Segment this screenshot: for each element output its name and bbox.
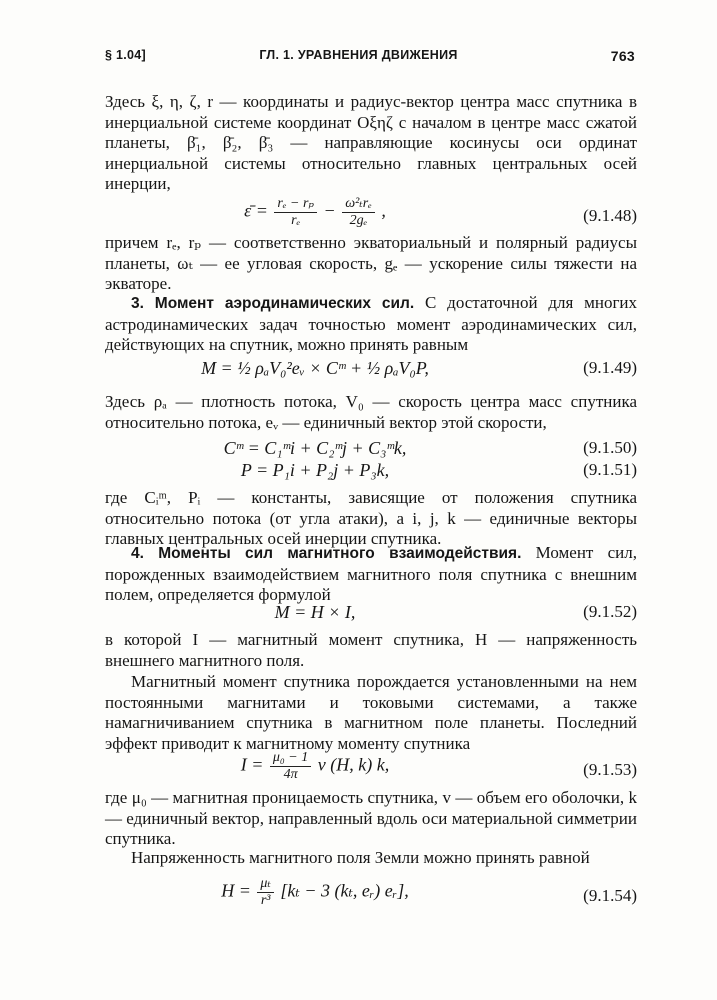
equation-tail: [kₜ − 3 (kₜ, eᵣ) eᵣ],	[280, 880, 409, 901]
equation-tail: v (H, k) k,	[317, 754, 390, 775]
equation-formula	[105, 750, 525, 783]
equation-number: (9.1.49)	[583, 358, 637, 377]
fraction-numerator: rₑ − rₚ	[274, 196, 317, 213]
page-number: 763	[610, 48, 635, 64]
section-3-heading: 3. Момент аэродинамических сил.	[131, 295, 415, 312]
equation-lhs: ε̄ =	[244, 200, 268, 221]
equation-number: (9.1.54)	[583, 886, 637, 905]
equation-formula: Cᵐ = C₁ᵐi + C₂ᵐj + C₃ᵐk,	[223, 438, 407, 458]
fraction	[270, 750, 311, 783]
paragraph-7: где μ₀ — магнитная проницаемость спутника, v — объем его оболочки, k — единичный вектор, направленный вдоль оси материальной симметрии спутника.	[105, 788, 637, 848]
equation-formula	[105, 196, 525, 229]
fraction	[274, 196, 317, 229]
equation-number: (9.1.50)	[583, 438, 637, 457]
paragraph-5: в которой I — магнитный момент спутника, H — напряженность внешнего магнитного поля.	[105, 630, 637, 670]
equation-formula: M = ½ ρₐV₀²eᵥ × Cᵐ + ½ ρₐV₀P,	[201, 358, 429, 378]
section-4-heading: 4. Моменты сил магнитного взаимодействия.	[131, 545, 522, 562]
paragraph-1: Здесь ξ, η, ζ, r — координаты и радиус-вектор центра масс спутника в инерциальной системе координат Oξηζ с началом в центре масс сжатой планеты, β̄₁, β̄₂, β̄₃ — направляющие косинусы оси ординат инерциальной системы относительно главных центральных осей инерции,	[105, 92, 637, 193]
equation-number: (9.1.53)	[583, 760, 637, 779]
equation-lhs: I =	[240, 754, 264, 775]
fraction-denominator: rₑ	[291, 213, 301, 228]
paragraph-6: Магнитный момент спутника порождается установленными на нем постоянными магнитами и токовыми системами, а также намагничиванием спутника в магнитном поле планеты. Последний эффект приводит к магнитному моменту спутника	[105, 672, 637, 753]
fraction	[342, 196, 375, 229]
equation-number: (9.1.52)	[583, 602, 637, 621]
equation-number: (9.1.51)	[583, 460, 637, 479]
header-chapter: ГЛ. 1. УРАВНЕНИЯ ДВИЖЕНИЯ	[259, 48, 458, 62]
equation-formula: M = H × I,	[274, 602, 356, 622]
fraction-denominator: 2gₑ	[349, 213, 368, 228]
fraction-numerator: μₜ	[257, 876, 273, 893]
equation-lhs: H =	[221, 880, 251, 901]
fraction-numerator: μ₀ − 1	[270, 750, 311, 767]
paragraph-3: Здесь ρₐ — плотность потока, V₀ — скорость центра масс спутника относительно потока, eᵥ — единичный вектор этой скорости,	[105, 392, 637, 432]
equation-formula	[105, 876, 525, 909]
paragraph-8: Напряженность магнитного поля Земли можно принять равной	[131, 848, 590, 867]
equation-formula: P = P₁i + P₂j + P₃k,	[240, 460, 390, 480]
equation-operator: −	[323, 200, 336, 221]
equation-tail: ,	[381, 200, 386, 221]
fraction	[257, 876, 273, 909]
paragraph-2: причем rₑ, rₚ — соответственно экваториальный и полярный радиусы планеты, ωₜ — ее угловая скорость, gₑ — ускорение силы тяжести на экваторе.	[105, 233, 637, 293]
section-3-text: С достаточной для многих астродинамических задач точностью момент аэродинамических сил, действующих на спутник, можно принять равным	[105, 293, 638, 354]
section-4-text: Момент сил, порожденных взаимодействием магнитного поля спутника с внешним полем, определяется формулой	[105, 543, 638, 604]
fraction-denominator: r³	[260, 893, 271, 908]
section-3	[105, 293, 637, 356]
section-4	[105, 543, 637, 606]
header-section: § 1.04]	[105, 48, 147, 62]
equation-number: (9.1.48)	[583, 206, 637, 225]
fraction-denominator: 4π	[283, 767, 298, 782]
fraction-numerator: ω²ₜrₑ	[342, 196, 375, 213]
paragraph-4: где Cᵢᵐ, Pᵢ — константы, зависящие от положения спутника относительно потока (от угла атаки), а i, j, k — единичные векторы главных центральных осей инерции спутника.	[105, 488, 637, 548]
equation-9-1-54	[105, 876, 637, 920]
